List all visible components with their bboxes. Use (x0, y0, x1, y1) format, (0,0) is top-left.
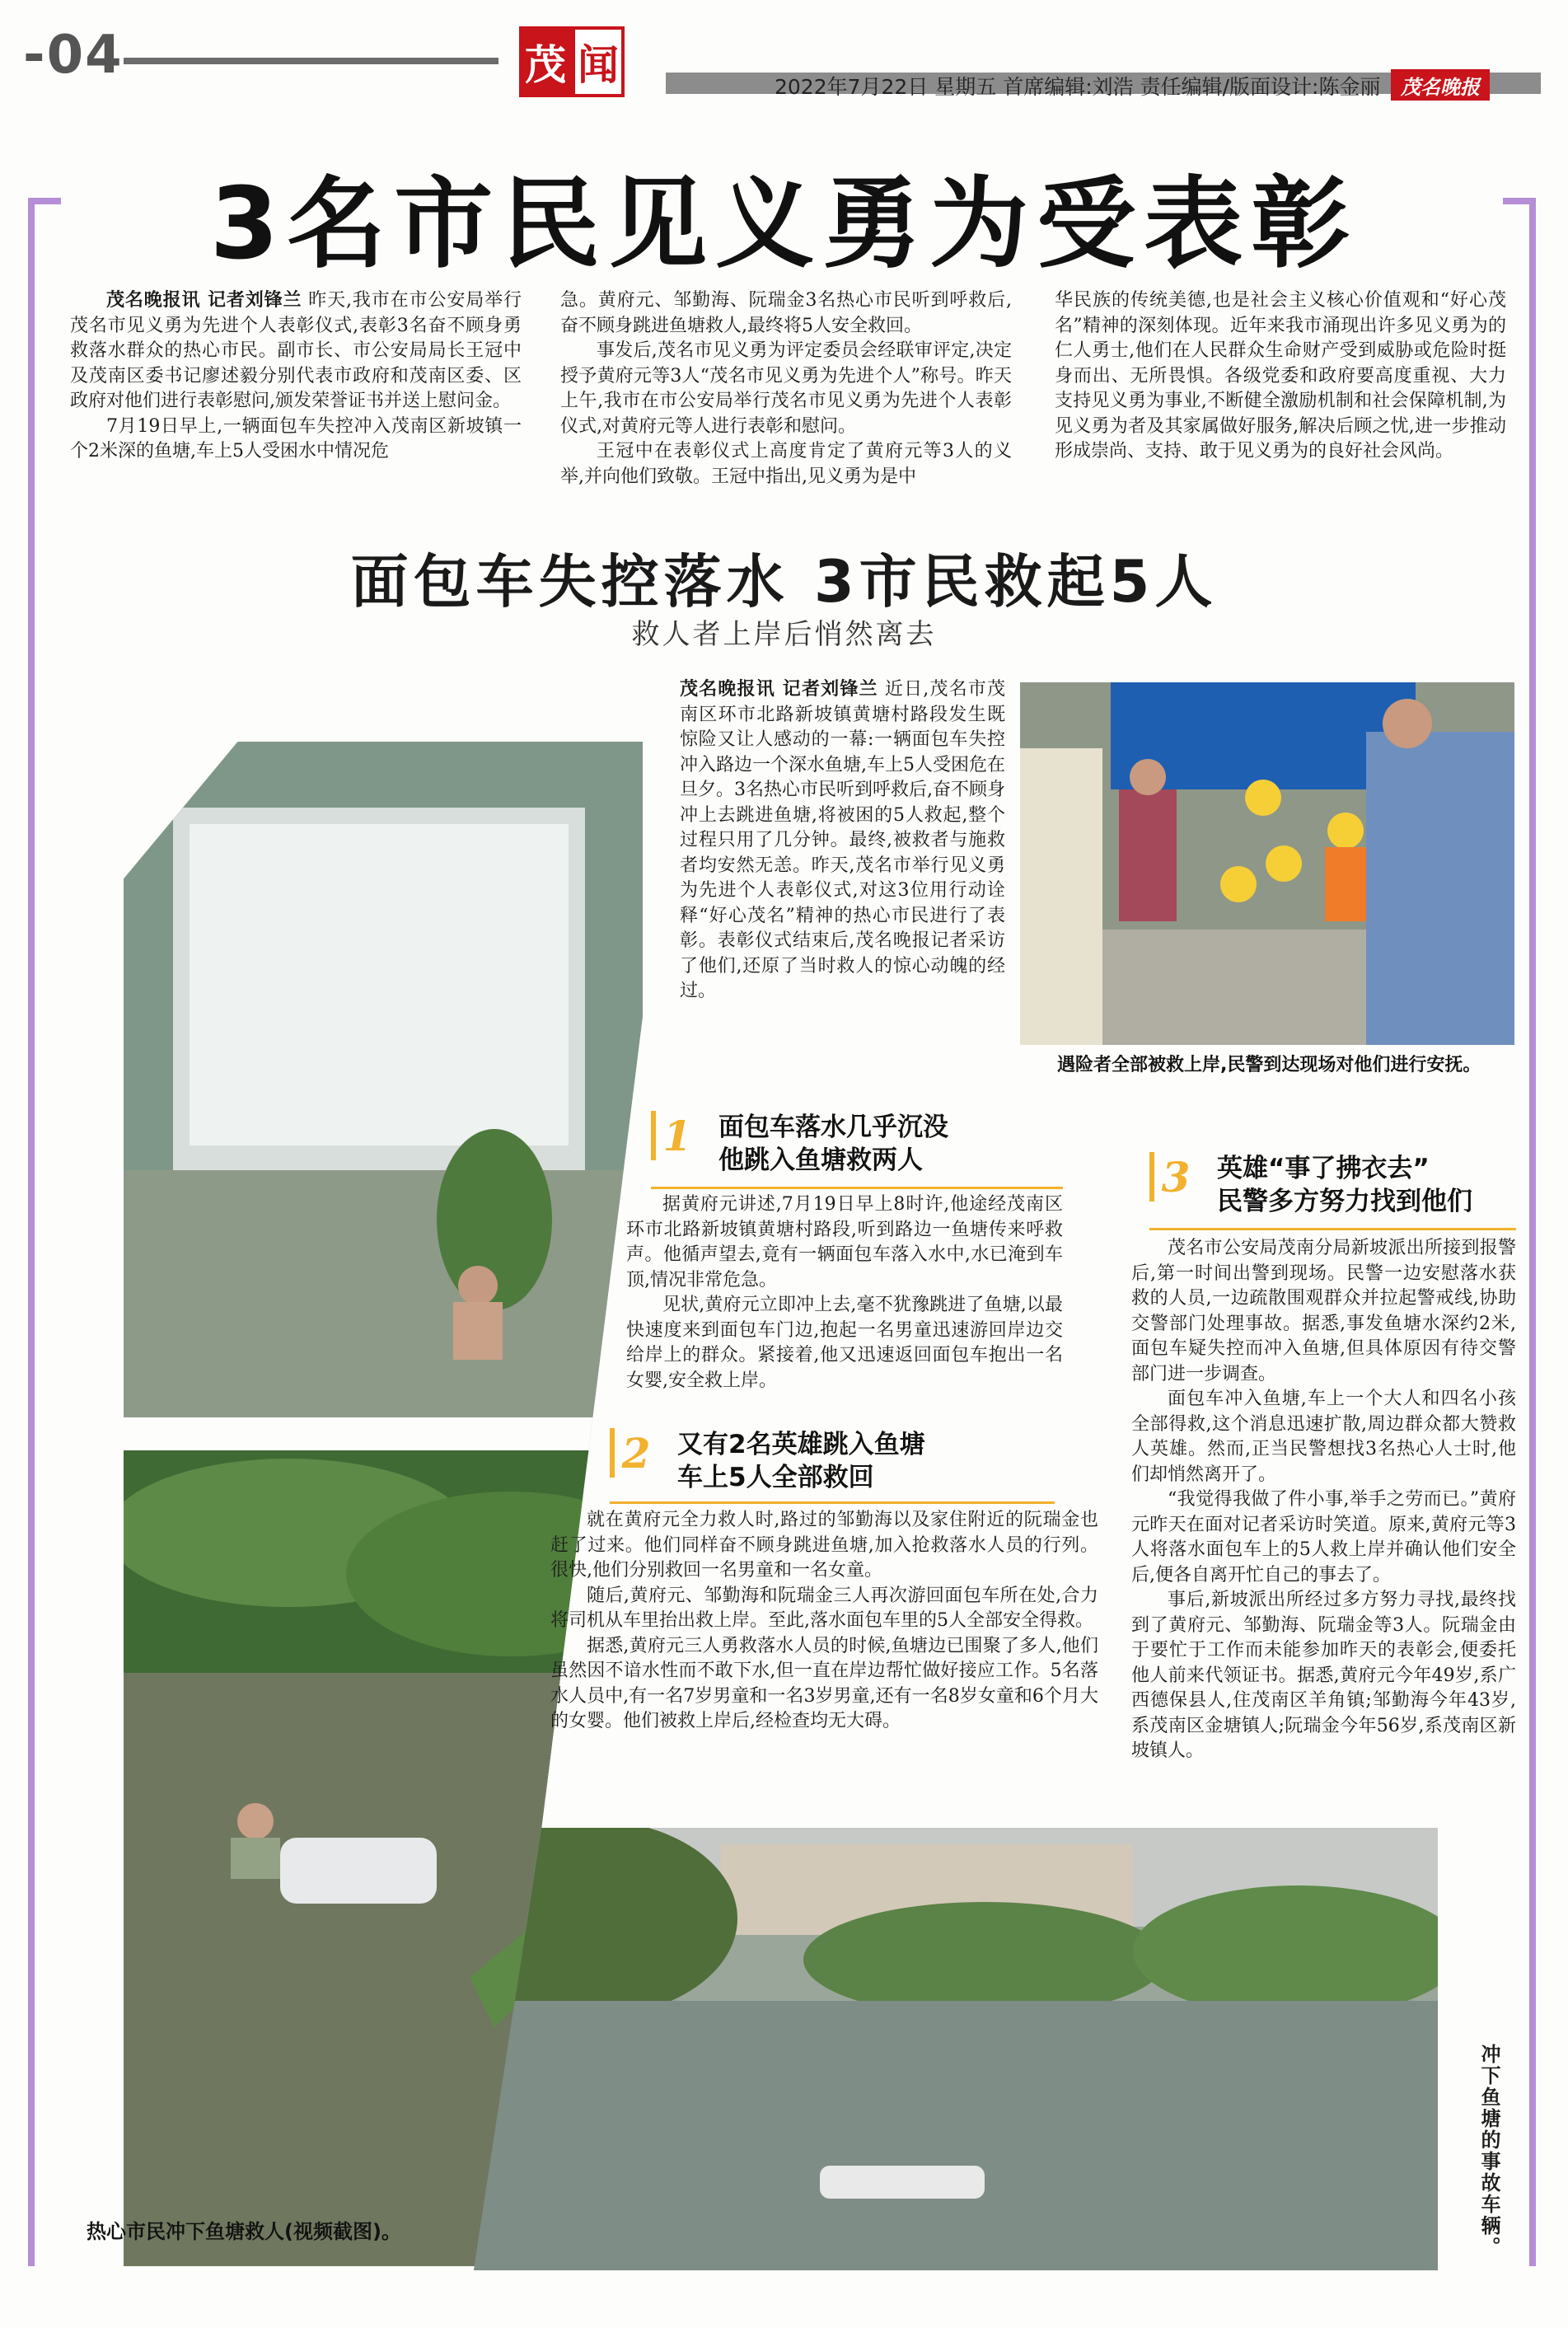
body-text: 见状,黄府元立即冲上去,毫不犹豫跳进了鱼塘,以最快速度来到面包车门边,抱起一名男童迅速游回岸边交给岸上的群众。紧接着,他又迅速返回面包车抱出一名女婴,安全救上岸。 (626, 1295, 1063, 1391)
rescued-photo-art (1020, 682, 1514, 1045)
brand-logo: 茂名晚报 (1391, 69, 1490, 101)
caption-top-right-photo: 遇险者全部被救上岸,民警到达现场对他们进行安抚。 (1057, 1055, 1481, 1075)
section-rule (651, 1187, 1063, 1189)
body-text: 王冠中在表彰仪式上高度肯定了黄府元等3人的义举,并向他们致敬。王冠中指出,见义勇为是中 (560, 441, 1012, 487)
section-title-line-1: 面包车落水几乎沉没 (718, 1112, 948, 1142)
caption-left-photo: 热心市民冲下鱼塘救人(视频截图)。 (87, 2220, 401, 2243)
body-text: 就在黄府元全力救人时,路过的邹勤海以及家住附近的阮瑞金也赶了过来。他们同样奋不顾身跳进鱼塘,加入抢救落水人员的行列。很快,他们分别救回一名男童和一名女童。 (550, 1510, 1098, 1581)
header-rule (124, 58, 498, 64)
body-text: “我觉得我做了件小事,举手之劳而已。”黄府元昨天在面对记者采访时笑道。原来,黄府元等3人将落水面包车上的5人救上岸并确认他们安全后,便各自离开忙自己的事去了。 (1131, 1489, 1516, 1586)
section-number: 2 (610, 1428, 658, 1478)
top-story-col-3 (1055, 288, 1506, 465)
body-text: 事后,新坡派出所经过多方努力寻找,最终找到了黄府元、邹勤海、阮瑞金等3人。阮瑞金由于要忙于工作而未能参加昨天的表彰会,便委托他人前来代领证书。据悉,黄府元今年49岁,系广西德保县人,住茂南区羊角镇;邹勤海今年43岁,系茂南区金塘镇人;阮瑞金今年56岁,系茂南区新坡镇人。 (1131, 1590, 1516, 1761)
rescued-people-photo (1020, 682, 1514, 1045)
section-1-body (626, 1192, 1063, 1394)
section-title-line-2: 车上5人全部救回 (677, 1463, 874, 1492)
body-text: 7月19日早上,一辆面包车失控冲入茂南区新坡镇一个2米深的鱼塘,车上5人受困水中情况危 (70, 415, 522, 461)
section-char-1: 茂 (519, 26, 572, 97)
body-text: 据悉,黄府元三人勇救落水人员的时候,鱼塘边已围聚了多人,他们虽然因不谙水性而不敢下水,但一直在岸边帮忙做好接应工作。5名落水人员中,有一名7岁男童和一名3岁男童,还有一名8岁女童和6个月大的女婴。他们被救上岸后,经检查均无大碍。 (550, 1635, 1098, 1731)
section-tag (519, 26, 625, 97)
pond-photo-art (474, 1828, 1438, 2270)
body-text: 急。黄府元、邹勤海、阮瑞金3名热心市民听到呼救后,奋不顾身跳进鱼塘救人,最终将5人安全救回。 (560, 290, 1012, 336)
byline: 茂名晚报讯 记者刘锋兰 (680, 679, 878, 700)
deck-line: 救人者上岸后悄然离去 (631, 618, 937, 651)
body-text: 华民族的传统美德,也是社会主义核心价值观和“好心茂名”精神的深刻体现。近年来我市涌现出许多见义勇为的仁人勇士,他们在人民群众生命财产受到威胁或危险时挺身而出、无所畏惧。各级党委和政府要高度重视、大力支持见义勇为事业,不断健全激励机制和社会保障机制,为见义勇为者及其家属做好服务,解决后顾之忧,进一步推动形成崇尚、支持、敢于见义勇为的良好社会风尚。 (1055, 290, 1506, 461)
body-text: 昨天,我市在市公安局举行茂名市见义勇为先进个人表彰仪式,表彰3名奋不顾身勇救落水群众的热心市民。副市长、市公安局局长王冠中及茂南区委书记廖述毅分别代表市政府和茂南区委、区政府对他们进行表彰慰问,颁发荣誉证书并送上慰问金。 (70, 290, 522, 411)
section-title-line-1: 英雄“事了拂衣去” (1217, 1154, 1430, 1183)
body-text: 事发后,茂名市见义勇为评定委员会经联审评定,决定授予黄府元等3人“茂名市见义勇为先进个人”称号。昨天上午,我市在市公安局举行茂名市见义勇为先进个人表彰仪式,对黄府元等人进行表彰和慰问。 (560, 340, 1012, 437)
accident-vehicle-photo (474, 1828, 1438, 2270)
section-title (718, 1111, 948, 1177)
frame-right (1529, 198, 1536, 2266)
body-text: 随后,黄府元、邹勤海和阮瑞金三人再次游回面包车所在处,合力将司机从车里抬出救上岸。至此,落水面包车里的5人全部安全得救。 (550, 1585, 1098, 1631)
page-number: -04 (23, 25, 124, 86)
section-3-body (1131, 1236, 1516, 1764)
section-number: 3 (1149, 1152, 1197, 1201)
frame-left (28, 198, 35, 2266)
byline: 茂名晚报讯 记者刘锋兰 (106, 290, 302, 311)
second-headline: 面包车失控落水 3市民救起5人 (350, 548, 1218, 616)
second-story-lead (680, 677, 1005, 1005)
body-text: 近日,茂名市茂南区环市北路新坡镇黄塘村路段发生既惊险又让人感动的一幕:一辆面包车失控冲入路边一个深水鱼塘,车上5人受困危在旦夕。3名热心市民听到呼救后,奋不顾身冲上去跳进鱼塘,将被困的5人救起,整个过程只用了几分钟。最终,被救者与施救者均安然无恙。昨天,茂名市举行见义勇为先进个人表彰仪式,对这3位用行动诠释“好心茂名”精神的热心市民进行了表彰。表彰仪式结束后,茂名晚报记者采访了他们,还原了当时救人的惊心动魄的经过。 (680, 679, 1005, 1001)
top-story-col-2 (560, 288, 1012, 489)
section-rule (610, 1501, 1055, 1504)
section-title-line-1: 又有2名英雄跳入鱼塘 (677, 1430, 925, 1459)
section-1-head (651, 1111, 948, 1177)
section-title-line-2: 他跳入鱼塘救两人 (718, 1145, 923, 1175)
main-headline: 3名市民见义勇为受表彰 (209, 167, 1359, 282)
section-title-line-2: 民警多方努力找到他们 (1217, 1187, 1472, 1216)
section-2-body (550, 1508, 1098, 1735)
section-title (677, 1428, 925, 1494)
header-meta: 2022年7月22日 星期五 首席编辑:刘浩 责任编辑/版面设计:陈金丽 (775, 75, 1381, 99)
section-3-head (1149, 1152, 1472, 1218)
caption-bottom-photo: 冲下鱼塘的事故车辆。 (1477, 2044, 1500, 2258)
section-number: 1 (651, 1111, 699, 1160)
top-story-col-1 (70, 288, 522, 465)
body-text: 茂名市公安局茂南分局新坡派出所接到报警后,第一时间出警到现场。民警一边安慰落水获救的人员,一边疏散围观群众并拉起警戒线,协助交警部门处理事故。据悉,事发鱼塘水深约2米,面包车疑失控而冲入鱼塘,但具体原因有待交警部门进一步调查。 (1131, 1238, 1516, 1384)
section-rule (1149, 1228, 1516, 1230)
section-title (1217, 1152, 1472, 1218)
section-2-head (610, 1428, 925, 1494)
body-text: 据黄府元讲述,7月19日早上8时许,他途经茂南区环市北路新坡镇黄塘村路段,听到路边一鱼塘传来呼救声。他循声望去,竟有一辆面包车落入水中,水已淹到车顶,情况非常危急。 (626, 1194, 1063, 1290)
body-text: 面包车冲入鱼塘,车上一个大人和四名小孩全部得救,这个消息迅速扩散,周边群众都大赞救人英雄。然而,正当民警想找3名热心人士时,他们却悄然离开了。 (1131, 1389, 1516, 1485)
section-char-2: 闻 (572, 26, 625, 97)
